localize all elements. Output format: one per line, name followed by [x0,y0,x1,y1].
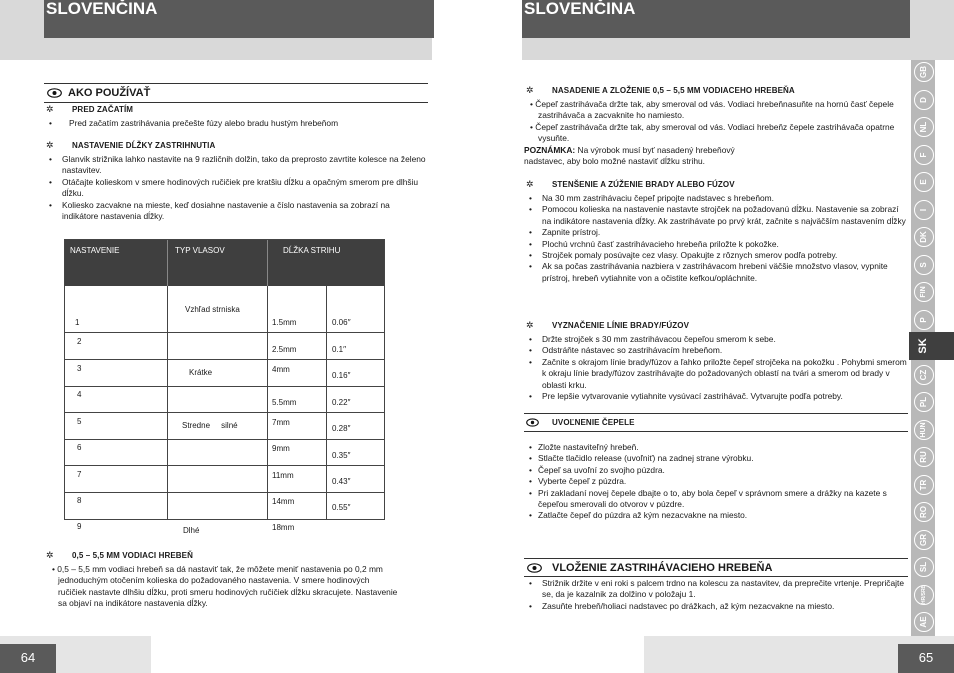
table-cell-inch: 0.22″ [332,398,351,407]
language-tab-nl[interactable]: NL [914,117,934,137]
section-rule-top [44,83,428,84]
table-cell-mm: 4mm [272,365,290,374]
table-header-length: DĹŽKA STRIHU [283,246,341,255]
table-cell-type: Stredne silné [182,421,238,430]
list-item: • Začnite s okrajom línie brady/fúzov a ľahko priložte čepeľ strojčeka na pokožku . Pohybmi smerom k okraju línie brady/fúzov zastrihávajte do požadovaných oblastí na tvári a smerom od brady v oblasti krku. [524,357,908,391]
table-cell-setting: 8 [77,496,82,505]
thin-list [524,193,908,284]
list-item: • Strižnik držite v eni roki s palcem trdno na kolescu za nastavitev, da preprečite vrtenje. Prepričajte se, da je kazalnik za dolžino v položaju 1. [524,578,908,601]
section-title: AKO POUŽÍVAŤ [68,87,151,99]
left-page-title: SLOVENČINA [44,0,434,38]
language-tab-sl[interactable]: SL [914,557,934,577]
language-tab-gb[interactable]: GB [914,62,934,82]
language-tab-hrsrb[interactable]: HR/SRB [914,585,934,605]
list-item: • Glanvik strižnika lahko nastavite na 9 različnih dolžin, tako da preprosto zavrtite kolesce na želeno nastavitev. [44,154,428,177]
length-title: NASTAVENIE DĹŽKY ZASTRIHNUTIA [72,141,216,150]
language-tab-dk[interactable]: DK [914,227,934,247]
language-tab-sk[interactable]: SK [917,338,929,354]
list-item: • Otáčajte kolieskom v smere hodinových ručičiek pre kratšiu dĺžku a opačným smerom pre dlhšiu dĺžku. [44,177,428,200]
list-item: • Držte strojček s 30 mm zastrihávacou čepeľou smerom k sebe. [524,334,908,345]
language-tab-p[interactable]: P [914,310,934,330]
note: POZNÁMKA: Na výrobok musí byť nasadený hrebeňový nadstavec, aby bolo možné nastaviť dĺžku strihu. [524,145,735,167]
attach-list [530,99,906,145]
list-item: • Pre lepšie vytvarovanie vytiahnite vysúvací zastrihávač. Vytvarujte podľa potreby. [524,391,908,402]
list-item: • Ak sa počas zastrihávania nazbiera v zastrihávacom hrebeni väčšie množstvo vlasov, vypnite prístroj, hrebeň vytiahnite von a očistite kefkou/opláchnite. [524,261,908,284]
language-tab-gr[interactable]: GR [914,530,934,550]
eye-icon [527,563,542,573]
pred-list [44,118,428,129]
define-list [524,334,908,402]
list-item: • Zložte nastaviteľný hrebeň. [524,442,908,453]
table-cell-mm: 18mm [272,523,295,532]
list-item: • Vyberte čepeľ z púzdra. [524,476,908,487]
language-tab-hun[interactable]: HUN [914,420,934,440]
language-tab-tr[interactable]: TR [914,475,934,495]
table-cell-setting: 3 [77,364,82,373]
table-cell-mm: 14mm [272,497,295,506]
table-cell-mm: 7mm [272,418,290,427]
table-cell-setting: 5 [77,417,82,426]
table-cell-setting: 7 [77,470,82,479]
release-list [524,442,908,522]
table-cell-mm: 2.5mm [272,345,297,354]
table-cell-setting: 6 [77,443,82,452]
comb-title: 0,5 – 5,5 MM VODIACI HREBEŇ [72,551,193,560]
table-cell-inch: 0.55″ [332,503,351,512]
left-page-number: 64 [0,644,56,673]
language-tab-pl[interactable]: PL [914,392,934,412]
language-tab-s[interactable]: S [914,255,934,275]
language-tab-f[interactable]: F [914,145,934,165]
table-cell-type: Dlhé [183,526,200,535]
eye-icon [526,418,539,427]
table-cell-inch: 0.16″ [332,371,351,380]
table-cell-mm: 5.5mm [272,398,297,407]
eye-icon [47,88,62,98]
right-page-number: 65 [898,644,954,673]
list-item: • Zasuňte hrebeň/holiaci nadstavec po drážkach, až kým nezacvakne na miesto. [524,601,908,612]
list-item: • Čepeľ zastrihávača držte tak, aby smeroval od vás. Vodiaci hrebeňz čepele zastrihávača opatrne vysuňte. [530,121,895,144]
insert-list [524,578,908,612]
list-item: • Odstráňte nástavec so zastrihávacím hrebeňom. [524,345,908,356]
list-item: • Pri zakladaní novej čepele dbajte o to, aby bola čepeľ v správnom smere a drážky na kazete s čepeľou smerovali do otvorov v púzdre. [524,488,908,511]
table-cell-setting: 1 [75,318,80,327]
table-cell-mm: 1.5mm [272,318,297,327]
gear-icon: ✲ [46,550,54,560]
table-cell-inch: 0.28″ [332,424,351,433]
pred-title: PRED ZAČATÍM [72,105,134,114]
list-item: • Stlačte tlačidlo release (uvoľniť) na zadnej strane výrobku. [524,453,908,464]
release-title: UVOĽNENIE ČEPELE [552,418,635,427]
table-cell-setting: 4 [77,390,82,399]
settings-table [64,239,385,535]
language-tab-ru[interactable]: RU [914,447,934,467]
table-cell-mm: 9mm [272,444,290,453]
comb-text: • 0,5 – 5,5 mm vodiaci hrebeň sa dá nastaviť tak, že môžete meniť nastavenia po 0,2 mm jednoduchým otočením kolieska do požadovaného nastavenia. V smere hodinových ručičiek nastavte dlhšiu dĺžku, proti smeru hodinových ručičiek dĺžku skracujete. Nastavenie sa objaví na indikátore nastavenia dĺžky. [52,564,398,609]
length-list [44,154,428,222]
table-cell-type: Krátke [189,368,213,377]
gear-icon: ✲ [46,140,54,150]
table-cell-setting: 9 [77,522,82,531]
list-item: • Zatlačte čepeľ do púzdra až kým nezacvakne na miesto. [524,510,908,521]
thin-title: STENŠENIE A ZÚŽENIE BRADY ALEBO FÚZOV [552,180,735,189]
table-header-type: TYP VLASOV [175,246,225,255]
language-tab-ro[interactable]: RO [914,502,934,522]
table-cell-mm: 11mm [272,471,294,480]
list-item: • Strojček pomaly posúvajte cez vlasy. Opakujte z rôznych smerov podľa potreby. [524,250,908,261]
section-how-to-use [44,86,428,102]
list-item: • Na 30 mm zastrihávaciu čepeľ pripojte nadstavec s hrebeňom. [524,193,908,204]
list-item: • Pomocou kolieska na nastavenie nastavte strojček na požadovanú dĺžku. Nastavenie sa zobrazí na indikátore nastavenia dĺžky. Ak zastrihávate po prvý krát, začnite s najväčším nastavením dĺžky [524,204,908,227]
language-tab-ae[interactable]: AE [914,612,934,632]
section-rule-bottom [44,102,428,103]
table-header-setting: NASTAVENIE [70,246,120,255]
insert-title: VLOŽENIE ZASTRIHÁVACIEHO HREBEŇA [552,562,773,574]
gear-icon: ✲ [526,179,534,189]
language-tab-i[interactable]: I [914,200,934,220]
gear-icon: ✲ [526,85,534,95]
list-item: • Čepeľ sa uvoľní zo svojho púzdra. [524,465,908,476]
language-tab-e[interactable]: E [914,172,934,192]
list-item: • Zapnite prístroj. [524,227,908,238]
list-item: • Koliesko zacvakne na mieste, keď dosiahne nastavenie a číslo nastavenia sa zobrazí na indikátore nastavenia dĺžky. [44,200,428,223]
list-item: • Čepeľ zastrihávača držte tak, aby smeroval od vás. Vodiaci hrebeňnasuňte na hornú časť čepele zastrihávača a zacvaknite ho namiesto. [530,99,894,121]
gear-icon: ✲ [46,104,54,114]
table-cell-inch: 0.43″ [332,477,351,486]
list-item: • Pred začatím zastrihávania prečešte fúzy alebo bradu hustým hrebeňom [44,118,428,129]
attach-title: NASADENIE A ZLOŽENIE 0,5 – 5,5 MM VODIACEHO HREBEŇA [552,86,795,95]
language-tab-fin[interactable]: FIN [914,282,934,302]
right-page-title: SLOVENČINA [522,0,910,38]
table-cell-setting: 2 [77,337,82,346]
gear-icon: ✲ [526,320,534,330]
table-cell-inch: 0.06′′ [332,318,351,327]
define-title: VYZNAČENIE LÍNIE BRADY/FÚZOV [552,321,690,330]
language-tab-cz[interactable]: CZ [914,365,934,385]
language-tab-d[interactable]: D [914,90,934,110]
table-cell-inch: 0.35″ [332,451,351,460]
table-cell-inch: 0.1′′ [332,345,347,354]
list-item: • Plochú vrchnú časť zastrihávacieho hrebeňa priložte k pokožke. [524,239,908,250]
table-cell-type: Vzhľad strniska [185,305,240,314]
